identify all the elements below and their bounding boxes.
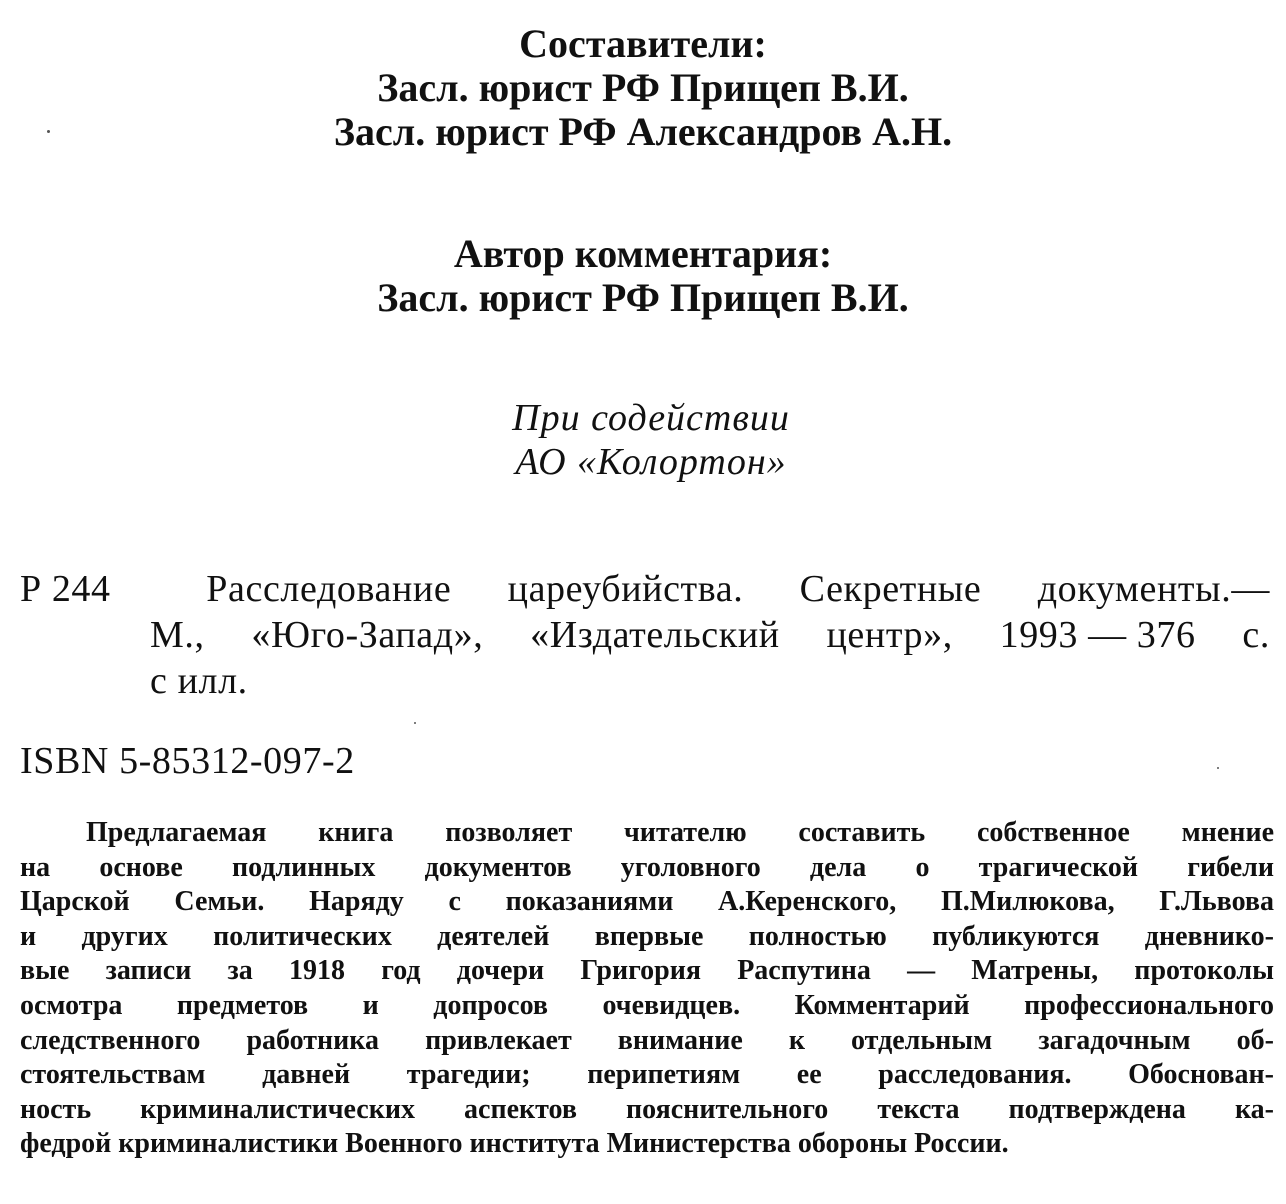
biblio-word: «Издательский xyxy=(530,614,780,656)
print-speck xyxy=(414,722,416,724)
biblio-word: «Юго-Запад», xyxy=(251,614,484,656)
commentary-author-block xyxy=(0,232,1286,320)
isbn-number: ISBN 5-85312-097-2 xyxy=(20,740,355,782)
classification-code: Р 244 xyxy=(20,568,111,610)
annotation-line: Царской Семьи. Наряду с показаниями А.Керенского, П.Милюкова, Г.Львова xyxy=(20,886,1274,918)
biblio-line xyxy=(20,566,1270,612)
biblio-word: с. xyxy=(1242,614,1270,656)
biblio-word: 1993 — 376 xyxy=(999,614,1196,656)
annotation-line: и других политических деятелей впервые полностью публикуются дневнико- xyxy=(20,920,1274,952)
bibliographic-record xyxy=(20,566,1270,704)
compiler-name: Засл. юрист РФ Прищеп В.И. xyxy=(377,65,909,110)
compilers-block xyxy=(0,22,1286,154)
author-name: Засл. юрист РФ Прищеп В.И. xyxy=(377,275,909,320)
biblio-illustrations: с илл. xyxy=(150,660,248,702)
annotation-line: федрой криминалистики Военного института Министерства обороны России. xyxy=(20,1128,1009,1160)
biblio-word: Секретные xyxy=(799,568,982,610)
biblio-word: центр», xyxy=(826,614,953,656)
print-speck xyxy=(47,130,50,133)
annotation-line: осмотра предметов и допросов очевидцев. Комментарий профессионального xyxy=(20,989,1274,1021)
annotation-line: на основе подлинных документов уголовного дела о трагической гибели xyxy=(20,851,1274,883)
compilers-heading: Составители: xyxy=(519,21,767,66)
assistance-line: При содействии xyxy=(512,397,790,439)
assistance-company: АО «Колортон» xyxy=(515,441,787,483)
annotation-line: стоятельствам давней трагедии; перипетиям ее расследования. Обоснован- xyxy=(20,1059,1274,1091)
annotation-line: вые записи за 1918 год дочери Григория Распутина — Матрены, протоколы xyxy=(20,955,1274,987)
compiler-name: Засл. юрист РФ Александров А.Н. xyxy=(333,109,953,154)
annotation-line: следственного работника привлекает внимание к отдельным загадочным об- xyxy=(20,1024,1274,1056)
annotation-paragraph xyxy=(20,816,1274,1162)
biblio-line xyxy=(20,612,1270,658)
biblio-word: Расследование xyxy=(206,568,452,610)
biblio-word: цареубийства. xyxy=(507,568,744,610)
author-heading: Автор комментария: xyxy=(453,231,833,276)
biblio-word: документы.— xyxy=(1037,568,1270,610)
biblio-word: М., xyxy=(150,614,205,656)
annotation-line: ность криминалистических аспектов пояснительного текста подтверждена ка- xyxy=(20,1093,1274,1125)
annotation-line: Предлагаемая книга позволяет читателю составить собственное мнение xyxy=(86,817,1274,848)
print-speck xyxy=(1217,767,1219,769)
assistance-block xyxy=(8,396,1286,484)
